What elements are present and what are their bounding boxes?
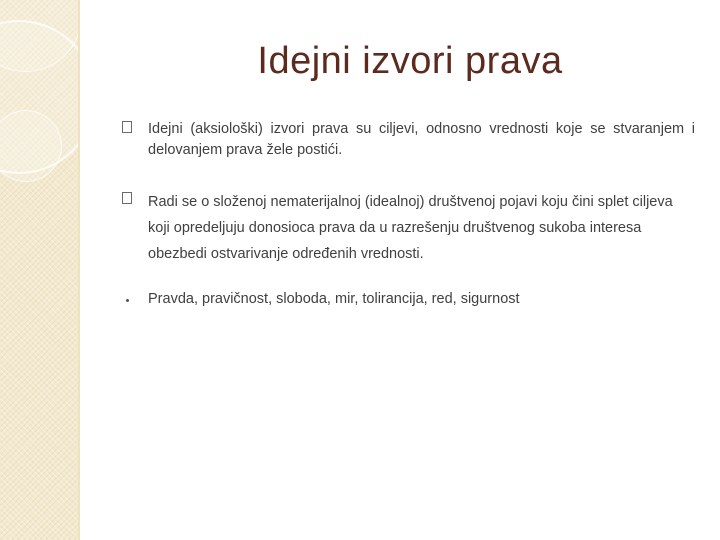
box-bullet-icon bbox=[120, 191, 134, 205]
bullet-text: Pravda, pravičnost, sloboda, mir, tolirancija, red, sigurnost bbox=[148, 291, 520, 307]
bullet-text: Idejni (aksiološki) izvori prava su ciljevi, odnosno vrednosti koje se stvaranjem i delovanjem prava žele postići. bbox=[148, 121, 695, 158]
box-bullet-icon bbox=[120, 120, 134, 134]
slide-title: Idejni izvori prava bbox=[257, 40, 563, 82]
bullet-text: Radi se o složenoj nematerijalnoj (idealnoj) društvenoj pojavi koju čini splet ciljeva koji opredeljuju donosioca prava da u razrešenju društvenog sukoba interesa obezbedi ostvarivanje određenih vrednosti. bbox=[148, 194, 673, 262]
bullet-item bbox=[120, 119, 695, 161]
decorative-side-band bbox=[0, 0, 80, 540]
bullet-item bbox=[120, 290, 695, 308]
dot-bullet-icon bbox=[120, 292, 134, 306]
bullet-item bbox=[120, 189, 695, 267]
